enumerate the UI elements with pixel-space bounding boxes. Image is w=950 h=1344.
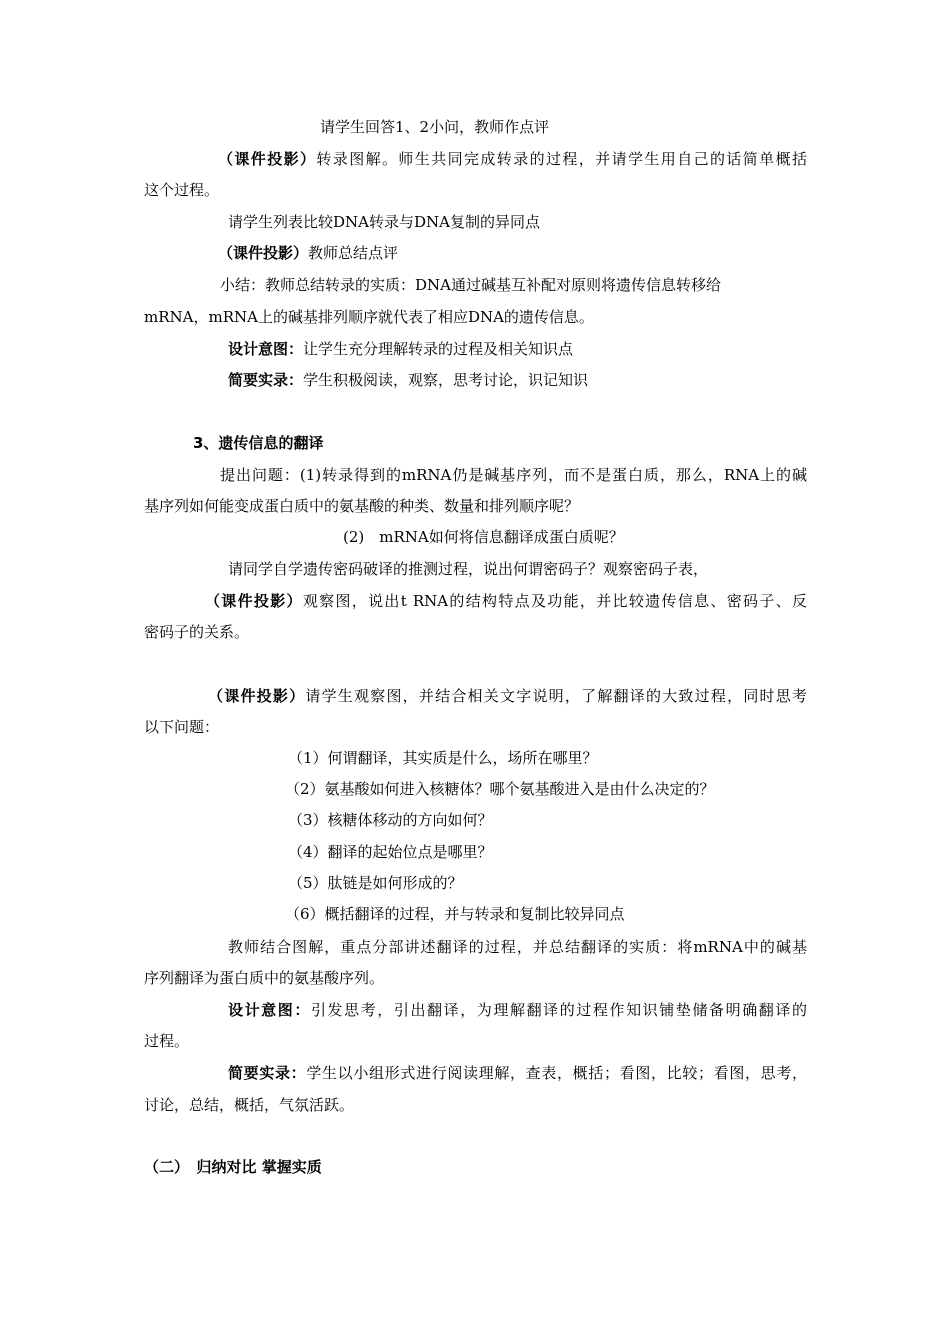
brief-record-2-line2: 讨论，总结，概括，气氛活跃。 [144, 1096, 355, 1114]
brief-record-1 [228, 370, 588, 390]
record-label-1: 简要实录： [228, 371, 304, 389]
design-label-2: 设计意图： [228, 1001, 311, 1019]
projection1-paragraph-line1 [218, 149, 807, 169]
translation-heading: 3、遗传信息的翻译 [193, 434, 324, 452]
projection3-text: 观察图，说出t RNA的结构特点及功能，并比较遗传信息、密码子、反 [302, 592, 807, 610]
design-intent-2 [228, 1000, 807, 1020]
projection3-line1 [205, 591, 807, 611]
brief-record-2 [228, 1063, 807, 1083]
projection4-line2: 以下问题： [144, 718, 220, 736]
projection1-paragraph-line2: 这个过程。 [144, 181, 220, 199]
question-item: （5）肽链是如何形成的？ [288, 874, 463, 892]
design-intent-2-line2: 过程。 [144, 1032, 190, 1050]
design-intent-1 [228, 339, 573, 359]
question-item: （6）概括翻译的过程，并与转录和复制比较异同点 [285, 905, 625, 923]
self-study-prompt: 请同学自学遗传密码破译的推测过程，说出何谓密码子？观察密码子表， [228, 560, 709, 578]
question-item: （3）核糖体移动的方向如何？ [288, 811, 493, 829]
projection1-text: 转录图解。师生共同完成转录的过程，并请学生用自己的话简单概括 [316, 150, 807, 168]
summary-line1: 小结：教师总结转录的实质：DNA通过碱基互补配对原则将遗传信息转移给 [220, 276, 721, 294]
projection4-line1 [208, 686, 807, 706]
question-item: （2）氨基酸如何进入核糖体？哪个氨基酸进入是由什么决定的？ [285, 780, 715, 798]
question2: (2) mRNA如何将信息翻译成蛋白质呢？ [343, 528, 624, 546]
projection3-label: （课件投影） [205, 592, 303, 610]
question-item: （4）翻译的起始位点是哪里？ [288, 843, 493, 861]
summary-line2: mRNA，mRNA上的碱基排列顺序就代表了相应DNA的遗传信息。 [144, 308, 594, 326]
projection2-line [218, 243, 398, 263]
question1-line1: 提出问题：(1)转录得到的mRNA仍是碱基序列，而不是蛋白质，那么，RNA上的碱 [220, 466, 807, 484]
record-text-2: 学生以小组形式进行阅读理解，查表，概括；看图，比较；看图，思考， [306, 1064, 807, 1082]
teacher-summary-line1: 教师结合图解，重点分部讲述翻译的过程，并总结翻译的实质：将mRNA中的碱基 [228, 938, 807, 956]
projection1-label: （课件投影） [218, 150, 317, 168]
record-text-1: 学生积极阅读，观察，思考讨论，识记知识 [303, 371, 589, 389]
projection2-text: 教师总结点评 [308, 244, 399, 262]
answer-prompt: 请学生回答1、2小问，教师作点评 [320, 118, 550, 136]
question1-line2: 基序列如何能变成蛋白质中的氨基酸的种类、数量和排列顺序呢？ [144, 497, 580, 515]
design-text-2: 引发思考，引出翻译，为理解翻译的过程作知识铺垫储备明确翻译的 [310, 1001, 807, 1019]
design-label-1: 设计意图： [228, 340, 304, 358]
question-item: （1）何谓翻译，其实质是什么，场所在哪里？ [288, 749, 598, 767]
record-label-2: 简要实录： [228, 1064, 307, 1082]
projection4-label: （课件投影） [208, 687, 306, 705]
teacher-summary-line2: 序列翻译为蛋白质中的氨基酸序列。 [144, 969, 385, 987]
design-text-1: 让学生充分理解转录的过程及相关知识点 [303, 340, 574, 358]
projection4-text: 请学生观察图，并结合相关文字说明，了解翻译的大致过程，同时思考 [305, 687, 807, 705]
section-two-heading: （二） 归纳对比 掌握实质 [144, 1158, 322, 1176]
projection3-line2: 密码子的关系。 [144, 623, 250, 641]
projection2-label: （课件投影） [218, 244, 309, 262]
compare-prompt: 请学生列表比较DNA转录与DNA复制的异同点 [228, 213, 540, 231]
